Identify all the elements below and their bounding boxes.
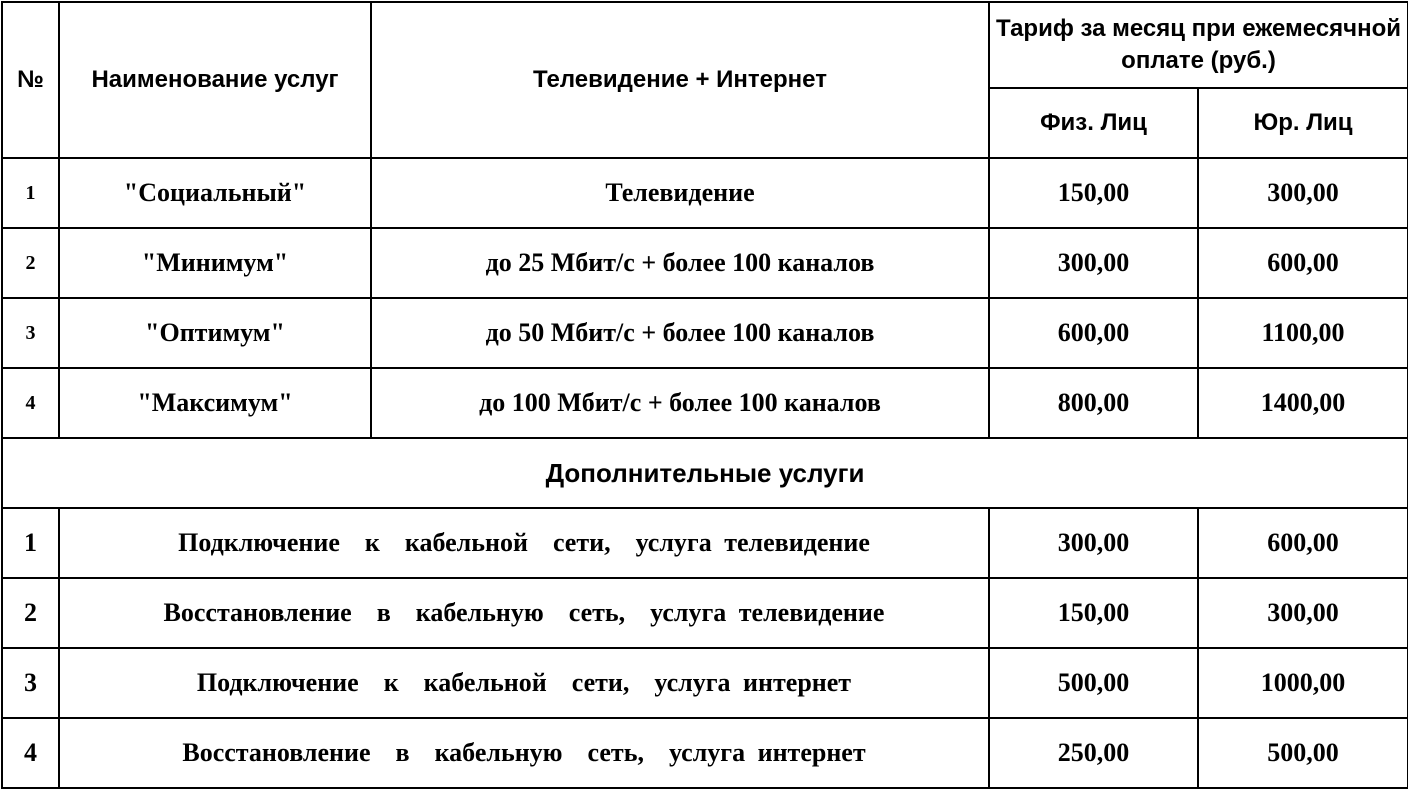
tariff-description: Телевидение	[371, 158, 989, 228]
header-individual: Физ. Лиц	[989, 88, 1198, 158]
price-legal: 600,00	[1198, 228, 1408, 298]
header-service-name: Наименование услуг	[59, 2, 371, 158]
header-row-top	[2, 2, 1408, 88]
price-individual: 150,00	[989, 158, 1198, 228]
row-number: 3	[2, 298, 59, 368]
price-legal: 1000,00	[1198, 648, 1408, 718]
header-tariff-per-month: Тариф за месяц при ежемесячной оплате (руб.)	[989, 2, 1408, 88]
row-number: 1	[2, 508, 59, 578]
price-legal: 500,00	[1198, 718, 1408, 788]
table-row	[2, 648, 1408, 718]
tariff-name: "Максимум"	[59, 368, 371, 438]
price-legal: 300,00	[1198, 578, 1408, 648]
price-individual: 150,00	[989, 578, 1198, 648]
additional-service-name	[59, 648, 989, 718]
row-number: 3	[2, 648, 59, 718]
additional-service-name	[59, 508, 989, 578]
table-row	[2, 368, 1408, 438]
section-row	[2, 438, 1408, 508]
row-number: 4	[2, 368, 59, 438]
row-number: 2	[2, 228, 59, 298]
additional-service-text: Подключение к кабельной сети, услуга телевидение	[178, 528, 870, 557]
table-row	[2, 298, 1408, 368]
tariff-name: "Оптимум"	[59, 298, 371, 368]
table-row	[2, 508, 1408, 578]
tariff-name: "Минимум"	[59, 228, 371, 298]
header-number: №	[2, 2, 59, 158]
price-individual: 300,00	[989, 228, 1198, 298]
price-individual: 600,00	[989, 298, 1198, 368]
additional-service-name	[59, 718, 989, 788]
table-row	[2, 578, 1408, 648]
tariff-name: "Социальный"	[59, 158, 371, 228]
section-title-additional-services: Дополнительные услуги	[2, 438, 1408, 508]
row-number: 4	[2, 718, 59, 788]
row-number: 2	[2, 578, 59, 648]
table-row	[2, 228, 1408, 298]
tariff-description: до 100 Мбит/с + более 100 каналов	[371, 368, 989, 438]
tariff-table	[1, 1, 1408, 789]
header-tv-internet: Телевидение + Интернет	[371, 2, 989, 158]
price-individual: 800,00	[989, 368, 1198, 438]
price-legal: 600,00	[1198, 508, 1408, 578]
price-individual: 300,00	[989, 508, 1198, 578]
row-number: 1	[2, 158, 59, 228]
additional-service-text: Восстановление в кабельную сеть, услуга телевидение	[163, 598, 885, 627]
price-legal: 1100,00	[1198, 298, 1408, 368]
additional-service-name	[59, 578, 989, 648]
price-legal: 1400,00	[1198, 368, 1408, 438]
table-row	[2, 158, 1408, 228]
additional-service-text: Подключение к кабельной сети, услуга интернет	[196, 668, 852, 697]
header-legal: Юр. Лиц	[1198, 88, 1408, 158]
tariff-description: до 50 Мбит/с + более 100 каналов	[371, 298, 989, 368]
price-individual: 250,00	[989, 718, 1198, 788]
table-row	[2, 718, 1408, 788]
price-legal: 300,00	[1198, 158, 1408, 228]
tariff-description: до 25 Мбит/с + более 100 каналов	[371, 228, 989, 298]
additional-service-text: Восстановление в кабельную сеть, услуга интернет	[182, 738, 866, 767]
price-individual: 500,00	[989, 648, 1198, 718]
